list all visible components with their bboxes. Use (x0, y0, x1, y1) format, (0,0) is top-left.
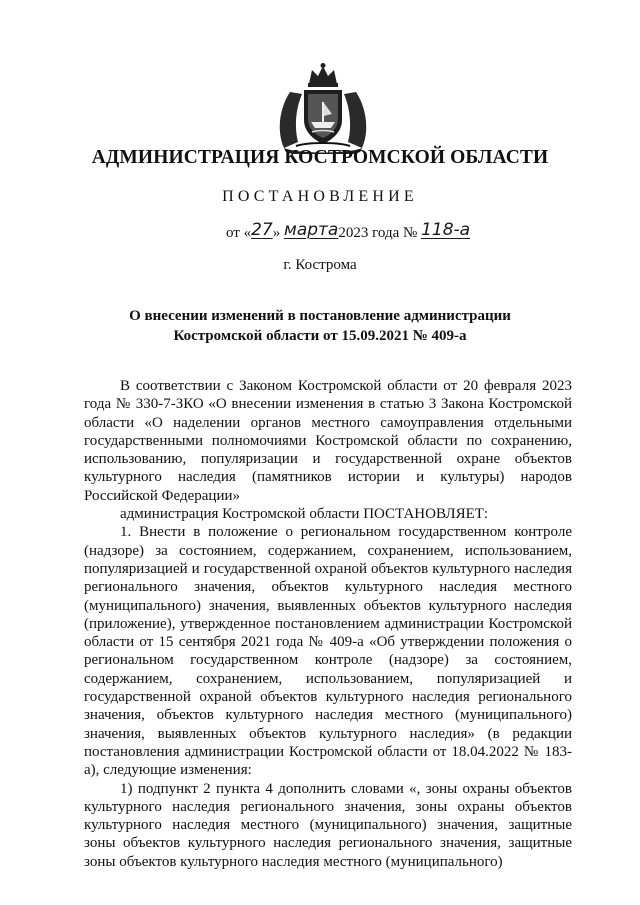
paragraph-subitem-1: 1) подпункт 2 пункта 4 дополнить словами «, зоны охраны объектов культурного наследия регионального значения, зоны охраны объектов культурного наследия местного (муниципального) значения, защитные зоны объектов культурного наследия регионального значения, защитные зоны объектов культурного наследия местного (муниципального) (84, 780, 572, 870)
city: г. Кострома (283, 257, 357, 273)
date-month: марта (284, 220, 339, 240)
organization-name: АДМИНИСТРАЦИЯ КОСТРОМСКОЙ ОБЛАСТИ (91, 147, 549, 168)
paragraph-preamble: В соответствии с Законом Костромской области от 20 февраля 2023 года № 330-7-ЗКО «О внесении изменения в статью 3 Закона Костромской области «О наделении органов местного самоуправления отдельными государственными полномочиями Костромской области по сохранению, использованию, популяризации и государственной охране объектов культурного наследия (памятников истории и культуры) народов Российской Федерации» (84, 378, 572, 504)
title-line-2: Костромской области от 15.09.2021 № 409-а (173, 328, 467, 344)
coat-of-arms-icon (268, 62, 378, 154)
date-year: 2023 года № (338, 225, 418, 241)
date-line (226, 222, 470, 242)
title-line-1: О внесении изменений в постановление администрации (129, 308, 511, 324)
date-prefix: от « (226, 225, 252, 241)
document-title (0, 306, 640, 346)
document-number: 118-а (421, 220, 471, 240)
date-mid: » (272, 225, 281, 241)
paragraph-item-1: 1. Внести в положение о региональном государственном контроле (надзоре) за состоянием, содержанием, сохранением, использованием, популяризацией и государственной охраной объектов культурного наследия регионального значения, объектов культурного наследия местного (муниципального) значения, выявленных объектов культурного наследия (приложение), утвержденное постановлением администрации Костромской области от 15 сентября 2021 года № 409-а «Об утверждении положения о региональном государственном контроле (надзоре) за состоянием, содержанием, сохранением, использованием, популяризацией и государственной охраной объектов культурного наследия регионального значения, объектов культурного наследия местного (муниципального) значения, выявленных объектов культурного наследия» (в редакции постановления администрации Костромской области от 18.04.2022 № 183-а), следующие изменения: (84, 524, 572, 779)
paragraph-resolves: администрация Костромской области ПОСТАНОВЛЯЕТ: (120, 506, 489, 523)
date-day: 27 (251, 220, 273, 240)
document-type: ПОСТАНОВЛЕНИЕ (222, 188, 418, 205)
document-body (84, 377, 572, 871)
